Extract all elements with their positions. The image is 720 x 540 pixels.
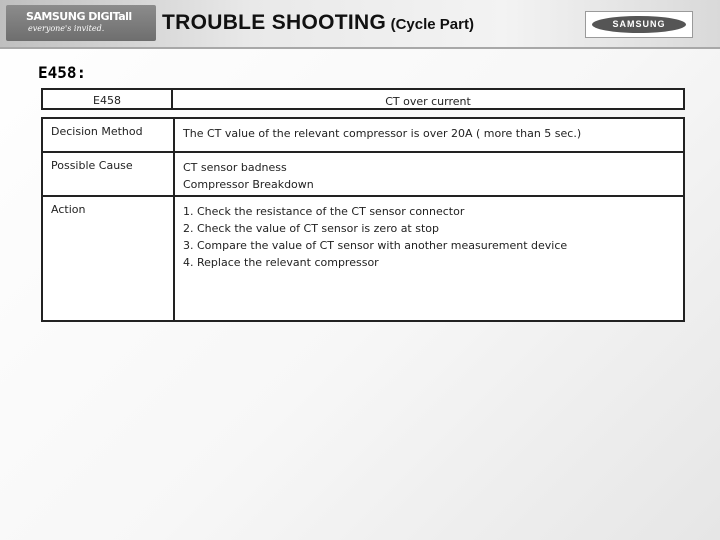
- header-bar: [0, 0, 720, 48]
- row-label-decision-method: Decision Method: [41, 117, 174, 153]
- row-label-action: Action: [41, 195, 174, 322]
- error-code-cell: E458: [41, 88, 172, 110]
- header-divider: [0, 47, 720, 49]
- table-row: [41, 195, 685, 322]
- logo-left-wordmark: SAMSUNG DIGITall: [26, 10, 132, 23]
- row-value-decision-method: [174, 117, 685, 153]
- samsung-digitall-logo: [6, 5, 156, 41]
- error-summary-cell: CT over current: [172, 88, 685, 110]
- page-title: [162, 11, 562, 35]
- row-label-possible-cause: Possible Cause: [41, 151, 174, 197]
- error-code-heading: E458:: [38, 63, 87, 82]
- row-value-action: [174, 195, 685, 322]
- action-step: 2. Check the value of CT sensor is zero at stop: [183, 222, 440, 235]
- action-step: 1. Check the resistance of the CT sensor connector: [183, 205, 465, 218]
- action-step: 3. Compare the value of CT sensor with another measurement device: [183, 239, 568, 252]
- page-title-main: TROUBLE SHOOTING: [162, 11, 387, 34]
- action-step: 4. Replace the relevant compressor: [183, 256, 379, 269]
- decision-method-line: The CT value of the relevant compressor is over 20A ( more than 5 sec.): [183, 127, 582, 140]
- table-row: [41, 117, 685, 153]
- possible-cause-line: CT sensor badness: [183, 161, 287, 174]
- row-value-possible-cause: [174, 151, 685, 197]
- table-row: [41, 151, 685, 197]
- table-header-row: [41, 88, 685, 110]
- page-title-sub: (Cycle Part): [390, 16, 474, 33]
- samsung-logo: [585, 11, 693, 38]
- samsung-logo-wordmark: SAMSUNG: [592, 16, 686, 33]
- logo-left-tagline: everyone's invited.: [28, 24, 105, 33]
- possible-cause-line: Compressor Breakdown: [183, 178, 314, 191]
